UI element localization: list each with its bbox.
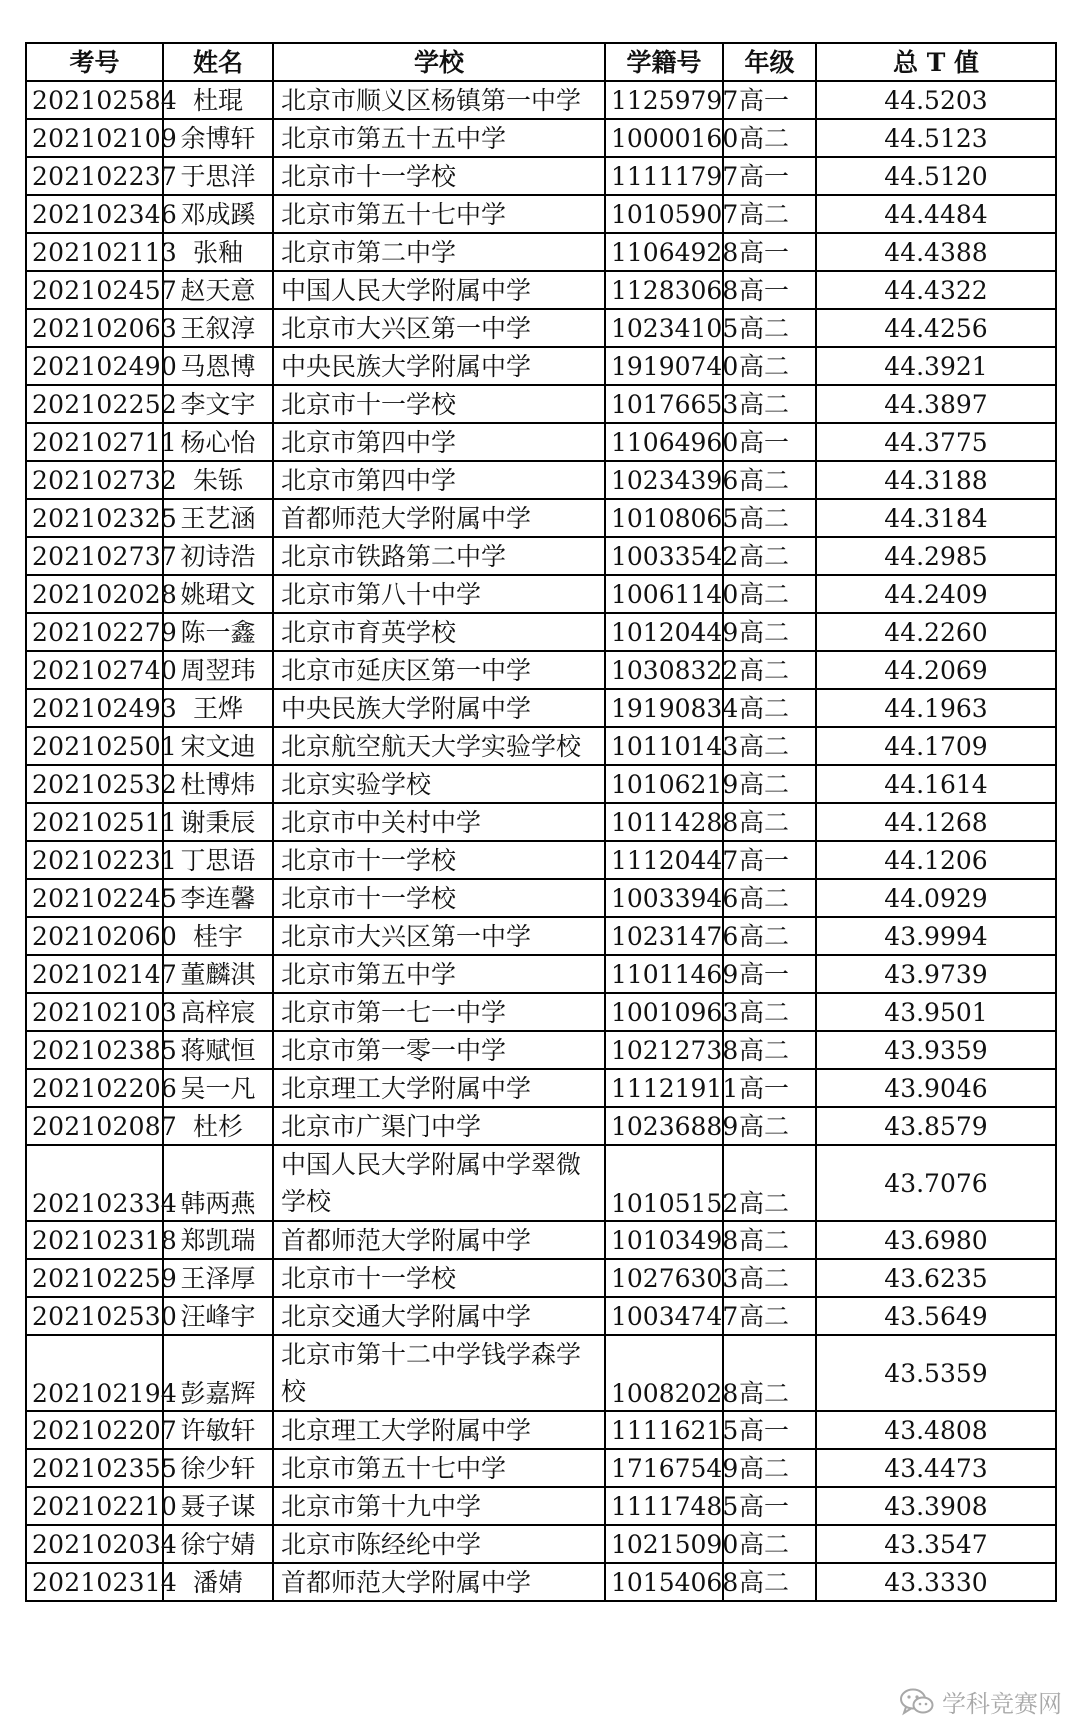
table-row (26, 537, 1056, 575)
cell-grade: 高一 (723, 157, 816, 195)
cell-registration-number: 10000160 (605, 119, 723, 157)
cell-grade: 高二 (723, 727, 816, 765)
table-row (26, 803, 1056, 841)
cell-total-t-score: 44.3775 (816, 423, 1056, 461)
cell-name: 汪峰宇 (163, 1297, 273, 1335)
table-row (26, 1411, 1056, 1449)
cell-registration-number: 10236889 (605, 1107, 723, 1145)
cell-registration-number: 10033946 (605, 879, 723, 917)
cell-total-t-score: 43.6235 (816, 1259, 1056, 1297)
cell-grade: 高一 (723, 1069, 816, 1107)
cell-school: 中央民族大学附属中学 (273, 347, 605, 385)
cell-grade: 高二 (723, 385, 816, 423)
cell-exam-id: 202102207 (26, 1411, 163, 1449)
cell-grade: 高二 (723, 537, 816, 575)
cell-name: 朱铄 (163, 461, 273, 499)
cell-grade: 高一 (723, 955, 816, 993)
table-row (26, 993, 1056, 1031)
table-row (26, 1031, 1056, 1069)
cell-school: 北京市铁路第二中学 (273, 537, 605, 575)
cell-total-t-score: 43.3547 (816, 1525, 1056, 1563)
cell-school: 北京市十一学校 (273, 879, 605, 917)
cell-name: 徐宁婧 (163, 1525, 273, 1563)
cell-exam-id: 202102334 (26, 1145, 163, 1221)
cell-total-t-score: 44.3921 (816, 347, 1056, 385)
cell-registration-number: 10034747 (605, 1297, 723, 1335)
cell-registration-number: 10110143 (605, 727, 723, 765)
cell-grade: 高二 (723, 613, 816, 651)
cell-exam-id: 202102252 (26, 385, 163, 423)
cell-total-t-score: 43.9739 (816, 955, 1056, 993)
cell-registration-number: 10061140 (605, 575, 723, 613)
cell-grade: 高二 (723, 689, 816, 727)
cell-name: 马恩博 (163, 347, 273, 385)
cell-grade: 高二 (723, 1335, 816, 1411)
cell-total-t-score: 44.4484 (816, 195, 1056, 233)
cell-grade: 高二 (723, 993, 816, 1031)
cell-name: 邓成蹊 (163, 195, 273, 233)
cell-grade: 高二 (723, 499, 816, 537)
cell-name: 于思洋 (163, 157, 273, 195)
cell-exam-id: 202102355 (26, 1449, 163, 1487)
cell-exam-id: 202102493 (26, 689, 163, 727)
cell-exam-id: 202102109 (26, 119, 163, 157)
cell-registration-number: 10231476 (605, 917, 723, 955)
table-row (26, 765, 1056, 803)
cell-registration-number: 17167549 (605, 1449, 723, 1487)
cell-exam-id: 202102318 (26, 1221, 163, 1259)
cell-registration-number: 10106219 (605, 765, 723, 803)
cell-name: 聂子谋 (163, 1487, 273, 1525)
cell-exam-id: 202102530 (26, 1297, 163, 1335)
cell-school: 北京市第十九中学 (273, 1487, 605, 1525)
cell-total-t-score: 43.5359 (816, 1335, 1056, 1411)
cell-exam-id: 202102385 (26, 1031, 163, 1069)
cell-exam-id: 202102194 (26, 1335, 163, 1411)
table-row (26, 423, 1056, 461)
table-row (26, 651, 1056, 689)
cell-grade: 高二 (723, 1297, 816, 1335)
cell-total-t-score: 44.3184 (816, 499, 1056, 537)
cell-exam-id: 202102511 (26, 803, 163, 841)
table-row (26, 613, 1056, 651)
cell-school: 北京市第二中学 (273, 233, 605, 271)
cell-school: 首都师范大学附属中学 (273, 1563, 605, 1601)
header-grade: 年级 (723, 43, 816, 81)
cell-school: 北京理工大学附属中学 (273, 1411, 605, 1449)
cell-total-t-score: 43.3330 (816, 1563, 1056, 1601)
cell-registration-number: 10010963 (605, 993, 723, 1031)
cell-school: 北京市陈经纶中学 (273, 1525, 605, 1563)
cell-exam-id: 202102732 (26, 461, 163, 499)
cell-school: 北京市顺义区杨镇第一中学 (273, 81, 605, 119)
cell-name: 彭嘉辉 (163, 1335, 273, 1411)
table-row (26, 347, 1056, 385)
cell-exam-id: 202102087 (26, 1107, 163, 1145)
cell-school: 首都师范大学附属中学 (273, 1221, 605, 1259)
cell-grade: 高二 (723, 765, 816, 803)
cell-total-t-score: 44.1963 (816, 689, 1056, 727)
table-row (26, 195, 1056, 233)
cell-registration-number: 11117485 (605, 1487, 723, 1525)
cell-grade: 高二 (723, 575, 816, 613)
cell-total-t-score: 44.2260 (816, 613, 1056, 651)
table-row (26, 955, 1056, 993)
cell-name: 姚珺文 (163, 575, 273, 613)
cell-school: 北京市第八十中学 (273, 575, 605, 613)
cell-registration-number: 10108065 (605, 499, 723, 537)
cell-total-t-score: 44.5120 (816, 157, 1056, 195)
cell-school: 首都师范大学附属中学 (273, 499, 605, 537)
cell-grade: 高一 (723, 423, 816, 461)
table-row (26, 1563, 1056, 1601)
cell-exam-id: 202102279 (26, 613, 163, 651)
table-row (26, 309, 1056, 347)
cell-registration-number: 10215090 (605, 1525, 723, 1563)
cell-registration-number: 11116215 (605, 1411, 723, 1449)
cell-name: 韩两燕 (163, 1145, 273, 1221)
cell-school: 北京市第十二中学钱学森学校 (273, 1335, 605, 1411)
table-row (26, 1525, 1056, 1563)
table-row (26, 385, 1056, 423)
cell-total-t-score: 43.9501 (816, 993, 1056, 1031)
cell-registration-number: 19190834 (605, 689, 723, 727)
cell-total-t-score: 43.8579 (816, 1107, 1056, 1145)
cell-exam-id: 202102206 (26, 1069, 163, 1107)
cell-exam-id: 202102532 (26, 765, 163, 803)
cell-school: 北京市第五十五中学 (273, 119, 605, 157)
table-row (26, 879, 1056, 917)
cell-name: 丁思语 (163, 841, 273, 879)
cell-grade: 高二 (723, 1525, 816, 1563)
cell-school: 北京市十一学校 (273, 841, 605, 879)
cell-school: 北京市育英学校 (273, 613, 605, 651)
cell-grade: 高二 (723, 347, 816, 385)
cell-total-t-score: 43.6980 (816, 1221, 1056, 1259)
cell-exam-id: 202102346 (26, 195, 163, 233)
cell-name: 李文宇 (163, 385, 273, 423)
cell-grade: 高一 (723, 233, 816, 271)
cell-school: 中央民族大学附属中学 (273, 689, 605, 727)
cell-total-t-score: 44.4256 (816, 309, 1056, 347)
cell-exam-id: 202102034 (26, 1525, 163, 1563)
cell-exam-id: 202102060 (26, 917, 163, 955)
table-row (26, 157, 1056, 195)
cell-registration-number: 11011469 (605, 955, 723, 993)
cell-school: 北京市第四中学 (273, 423, 605, 461)
table-row (26, 271, 1056, 309)
cell-exam-id: 202102245 (26, 879, 163, 917)
cell-school: 北京市第五中学 (273, 955, 605, 993)
cell-school: 北京市广渠门中学 (273, 1107, 605, 1145)
cell-total-t-score: 44.1206 (816, 841, 1056, 879)
cell-grade: 高二 (723, 461, 816, 499)
cell-exam-id: 202102231 (26, 841, 163, 879)
cell-registration-number: 10105152 (605, 1145, 723, 1221)
cell-name: 郑凯瑞 (163, 1221, 273, 1259)
table-row (26, 1259, 1056, 1297)
cell-total-t-score: 44.3188 (816, 461, 1056, 499)
cell-school: 北京理工大学附属中学 (273, 1069, 605, 1107)
cell-exam-id: 202102490 (26, 347, 163, 385)
wechat-icon (900, 1688, 934, 1716)
cell-name: 王烨 (163, 689, 273, 727)
cell-grade: 高二 (723, 1449, 816, 1487)
cell-school: 北京市延庆区第一中学 (273, 651, 605, 689)
cell-school: 北京实验学校 (273, 765, 605, 803)
cell-grade: 高二 (723, 309, 816, 347)
cell-exam-id: 202102259 (26, 1259, 163, 1297)
table-row (26, 917, 1056, 955)
cell-grade: 高一 (723, 1487, 816, 1525)
cell-registration-number: 11111797 (605, 157, 723, 195)
cell-name: 赵天意 (163, 271, 273, 309)
cell-name: 高梓宸 (163, 993, 273, 1031)
cell-total-t-score: 43.4808 (816, 1411, 1056, 1449)
cell-school: 北京市十一学校 (273, 1259, 605, 1297)
cell-exam-id: 202102457 (26, 271, 163, 309)
cell-registration-number: 11283068 (605, 271, 723, 309)
cell-name: 杜琨 (163, 81, 273, 119)
cell-name: 杜博炜 (163, 765, 273, 803)
cell-exam-id: 202102501 (26, 727, 163, 765)
cell-exam-id: 202102584 (26, 81, 163, 119)
cell-grade: 高二 (723, 879, 816, 917)
cell-total-t-score: 43.9046 (816, 1069, 1056, 1107)
cell-name: 李连馨 (163, 879, 273, 917)
cell-exam-id: 202102237 (26, 157, 163, 195)
cell-registration-number: 10082028 (605, 1335, 723, 1411)
cell-grade: 高一 (723, 271, 816, 309)
cell-total-t-score: 44.4322 (816, 271, 1056, 309)
cell-grade: 高二 (723, 917, 816, 955)
cell-grade: 高二 (723, 1031, 816, 1069)
cell-name: 陈一鑫 (163, 613, 273, 651)
watermark-text: 学科竞赛网 (942, 1690, 1062, 1718)
cell-school: 北京市十一学校 (273, 157, 605, 195)
cell-total-t-score: 43.4473 (816, 1449, 1056, 1487)
cell-grade: 高一 (723, 1411, 816, 1449)
table-row (26, 233, 1056, 271)
table-body (26, 81, 1056, 1601)
cell-school: 北京市第五十七中学 (273, 1449, 605, 1487)
table-row (26, 727, 1056, 765)
cell-exam-id: 202102711 (26, 423, 163, 461)
table-row (26, 841, 1056, 879)
cell-name: 宋文迪 (163, 727, 273, 765)
cell-total-t-score: 44.3897 (816, 385, 1056, 423)
cell-total-t-score: 43.9994 (816, 917, 1056, 955)
cell-exam-id: 202102737 (26, 537, 163, 575)
cell-school: 北京市中关村中学 (273, 803, 605, 841)
cell-registration-number: 10234105 (605, 309, 723, 347)
cell-grade: 高一 (723, 81, 816, 119)
cell-school: 北京市大兴区第一中学 (273, 917, 605, 955)
cell-total-t-score: 44.1614 (816, 765, 1056, 803)
cell-school: 北京市第四中学 (273, 461, 605, 499)
cell-registration-number: 10120449 (605, 613, 723, 651)
cell-grade: 高二 (723, 1107, 816, 1145)
cell-name: 董麟淇 (163, 955, 273, 993)
cell-registration-number: 11064928 (605, 233, 723, 271)
cell-total-t-score: 43.3908 (816, 1487, 1056, 1525)
cell-name: 初诗浩 (163, 537, 273, 575)
cell-school: 中国人民大学附属中学翠微学校 (273, 1145, 605, 1221)
cell-registration-number: 11259797 (605, 81, 723, 119)
cell-exam-id: 202102325 (26, 499, 163, 537)
cell-total-t-score: 44.0929 (816, 879, 1056, 917)
cell-registration-number: 19190740 (605, 347, 723, 385)
cell-school: 北京市第五十七中学 (273, 195, 605, 233)
cell-registration-number: 10234396 (605, 461, 723, 499)
cell-registration-number: 11120447 (605, 841, 723, 879)
cell-registration-number: 10103498 (605, 1221, 723, 1259)
cell-registration-number: 11121911 (605, 1069, 723, 1107)
cell-exam-id: 202102063 (26, 309, 163, 347)
cell-name: 张釉 (163, 233, 273, 271)
table-row (26, 1069, 1056, 1107)
cell-name: 杜杉 (163, 1107, 273, 1145)
results-table-container (25, 42, 1055, 1602)
cell-registration-number: 10212738 (605, 1031, 723, 1069)
results-table (25, 42, 1057, 1602)
cell-total-t-score: 44.2409 (816, 575, 1056, 613)
cell-name: 余博轩 (163, 119, 273, 157)
cell-total-t-score: 44.2069 (816, 651, 1056, 689)
cell-school: 中国人民大学附属中学 (273, 271, 605, 309)
cell-registration-number: 10276303 (605, 1259, 723, 1297)
cell-school: 北京市十一学校 (273, 385, 605, 423)
table-row (26, 1221, 1056, 1259)
table-row (26, 461, 1056, 499)
cell-grade: 高一 (723, 841, 816, 879)
cell-grade: 高二 (723, 119, 816, 157)
cell-registration-number: 10154068 (605, 1563, 723, 1601)
cell-name: 杨心怡 (163, 423, 273, 461)
cell-name: 周翌玮 (163, 651, 273, 689)
header-exam-id: 考号 (26, 43, 163, 81)
header-name: 姓名 (163, 43, 273, 81)
cell-grade: 高二 (723, 1145, 816, 1221)
cell-total-t-score: 44.5123 (816, 119, 1056, 157)
header-school: 学校 (273, 43, 605, 81)
cell-total-t-score: 44.2985 (816, 537, 1056, 575)
table-row (26, 1335, 1056, 1411)
cell-school: 北京市大兴区第一中学 (273, 309, 605, 347)
cell-registration-number: 10308322 (605, 651, 723, 689)
cell-exam-id: 202102028 (26, 575, 163, 613)
cell-name: 徐少轩 (163, 1449, 273, 1487)
table-row (26, 689, 1056, 727)
table-row (26, 81, 1056, 119)
cell-school: 北京市第一零一中学 (273, 1031, 605, 1069)
header-row (26, 43, 1056, 81)
table-row (26, 1107, 1056, 1145)
cell-exam-id: 202102740 (26, 651, 163, 689)
table-row (26, 499, 1056, 537)
table-row (26, 1449, 1056, 1487)
cell-total-t-score: 44.5203 (816, 81, 1056, 119)
cell-total-t-score: 44.1709 (816, 727, 1056, 765)
cell-grade: 高二 (723, 195, 816, 233)
table-row (26, 119, 1056, 157)
cell-name: 王艺涵 (163, 499, 273, 537)
cell-exam-id: 202102210 (26, 1487, 163, 1525)
cell-grade: 高二 (723, 651, 816, 689)
cell-grade: 高二 (723, 1221, 816, 1259)
cell-name: 王叙淳 (163, 309, 273, 347)
cell-total-t-score: 44.1268 (816, 803, 1056, 841)
cell-registration-number: 10176653 (605, 385, 723, 423)
cell-name: 潘婧 (163, 1563, 273, 1601)
table-row (26, 1297, 1056, 1335)
cell-grade: 高二 (723, 803, 816, 841)
cell-exam-id: 202102113 (26, 233, 163, 271)
header-registration-number: 学籍号 (605, 43, 723, 81)
cell-exam-id: 202102103 (26, 993, 163, 1031)
cell-registration-number: 10033542 (605, 537, 723, 575)
table-header (26, 43, 1056, 81)
cell-total-t-score: 44.4388 (816, 233, 1056, 271)
cell-registration-number: 11064960 (605, 423, 723, 461)
table-row (26, 575, 1056, 613)
cell-school: 北京交通大学附属中学 (273, 1297, 605, 1335)
cell-school: 北京航空航天大学实验学校 (273, 727, 605, 765)
cell-registration-number: 10114288 (605, 803, 723, 841)
table-row (26, 1145, 1056, 1221)
cell-school: 北京市第一七一中学 (273, 993, 605, 1031)
cell-name: 桂宇 (163, 917, 273, 955)
cell-total-t-score: 43.9359 (816, 1031, 1056, 1069)
cell-registration-number: 10105907 (605, 195, 723, 233)
cell-name: 吴一凡 (163, 1069, 273, 1107)
cell-grade: 高二 (723, 1563, 816, 1601)
watermark (900, 1684, 1062, 1719)
cell-name: 王泽厚 (163, 1259, 273, 1297)
cell-name: 谢秉辰 (163, 803, 273, 841)
cell-exam-id: 202102314 (26, 1563, 163, 1601)
cell-total-t-score: 43.7076 (816, 1145, 1056, 1221)
cell-exam-id: 202102147 (26, 955, 163, 993)
table-row (26, 1487, 1056, 1525)
cell-grade: 高二 (723, 1259, 816, 1297)
header-total-t-score: 总 T 值 (816, 43, 1056, 81)
cell-total-t-score: 43.5649 (816, 1297, 1056, 1335)
cell-name: 蒋赋恒 (163, 1031, 273, 1069)
cell-name: 许敏轩 (163, 1411, 273, 1449)
